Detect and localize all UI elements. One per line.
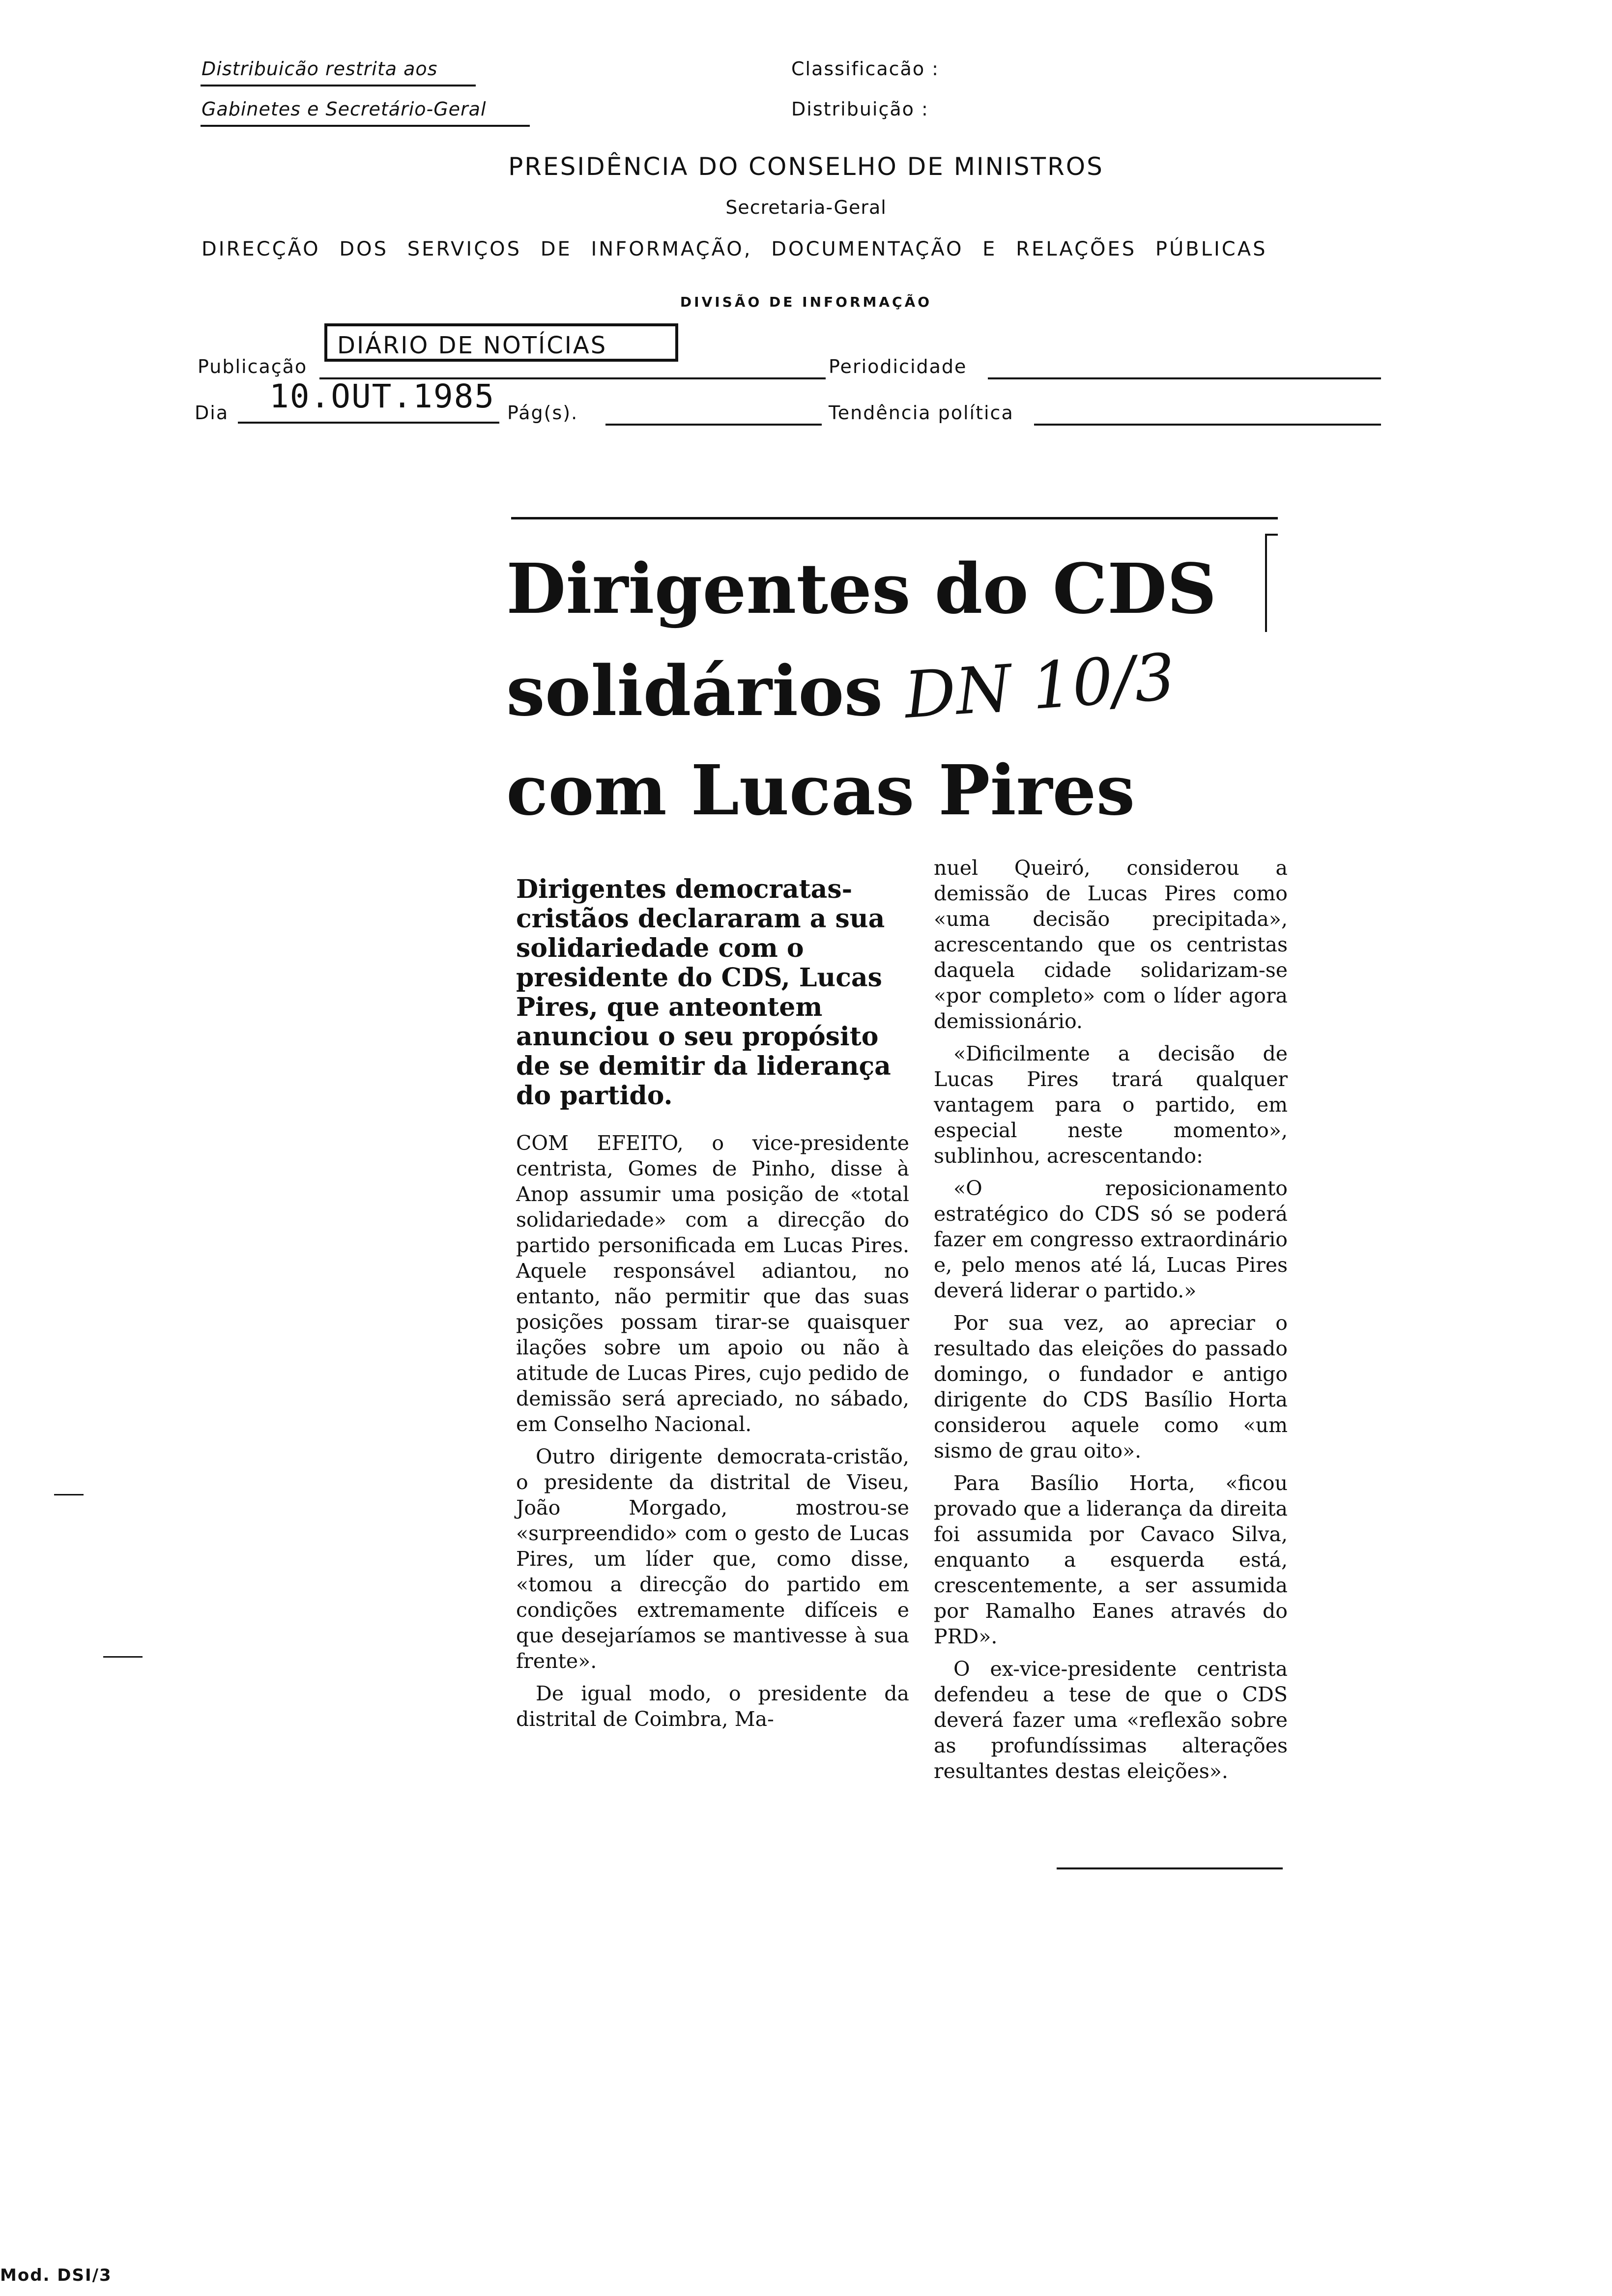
pages-underline — [605, 424, 822, 426]
article-paragraph: «O reposicionamento estratégico do CDS só se poderá fazer em congresso extraordinário e, pelo menos até lá, Lucas Pires deverá liderar o partido.» — [934, 1177, 1288, 1302]
article-paragraph: De igual modo, o presidente da distrital de Coimbra, Ma- — [516, 1682, 909, 1731]
secretariat-name: Secretaria-Geral — [725, 197, 887, 218]
division-name: DIVISÃO DE INFORMAÇÃO — [680, 294, 932, 310]
clipping-side-rule — [1265, 534, 1267, 632]
article-paragraph: nuel Queiró, considerou a demissão de Lucas Pires como «uma decisão precipitada», acrescentando que os centristas daquela cidade solidarizam-se «por completo» com o líder agora demissionário. — [934, 856, 1288, 1033]
institution-title: PRESIDÊNCIA DO CONSELHO DE MINISTROS — [508, 152, 1104, 181]
political-tendency-underline — [1034, 424, 1381, 426]
department-name: DIRECÇÃO DOS SERVIÇOS DE INFORMAÇÃO, DOCUMENTAÇÃO E RELAÇÕES PÚBLICAS — [202, 238, 1267, 260]
article-paragraph: Por sua vez, ao apreciar o resultado das eleições do passado domingo, o fundador e antigo dirigente do CDS Basílio Horta considerou aquele como «um sismo de grau oito». — [934, 1311, 1288, 1463]
article-paragraph: Para Basílio Horta, «ficou provado que a liderança da direita foi assumida por Cavaco Silva, enquanto a esquerda está, crescentemente, a ser assumida por Ramalho Eanes através do PRD». — [934, 1471, 1288, 1648]
periodicity-label: Periodicidade — [829, 356, 967, 377]
article-paragraph: «Dificilmente a decisão de Lucas Pires trará qualquer vantagem para o partido, em especial neste momento», sublinhou, acrescentando: — [934, 1042, 1288, 1168]
headline-line-3: com Lucas Pires — [506, 750, 1135, 831]
article-paragraph: O ex-vice-presidente centrista defendeu a tese de que o CDS deverá fazer uma «reflexão sobre as profundíssimas alterações resultantes destas eleições». — [934, 1657, 1288, 1783]
pages-label: Pág(s). — [507, 402, 578, 424]
date-stamp: 10.OUT.1985 — [269, 377, 495, 415]
publication-label: Publicação — [198, 356, 308, 377]
handwritten-annotation: DN 10/3 — [902, 639, 1178, 733]
distribution-label: Distribuição : — [791, 98, 929, 120]
political-tendency-label: Tendência política — [829, 402, 1014, 424]
headline-line-2: solidários — [506, 651, 883, 732]
article-paragraph: Outro dirigente democrata-cristão, o presidente da distrital de Viseu, João Morgado, mostrou-se «surpreendido» com o gesto de Lucas Pires, um líder que, como disse, «tomou a direcção do partido em condições extremamente difíceis e que desejaríamos se mantivesse à sua frente». — [516, 1445, 909, 1673]
article-column-1 — [516, 875, 909, 1739]
classification-label: Classificacão : — [791, 58, 939, 80]
distribution-underline-2 — [201, 125, 530, 127]
article-column-2 — [934, 855, 1288, 1791]
form-code: Mod. DSI/3 — [0, 2266, 112, 2285]
distribution-restriction-line2: Gabinetes e Secretário-Geral — [202, 98, 487, 120]
clipping-corner-tick — [1265, 534, 1278, 536]
scan-mark — [103, 1656, 143, 1658]
day-underline — [238, 422, 499, 424]
article-lead: Dirigentes democratas-cristãos declararam a sua solidariedade com o presidente do CDS, Lucas Pires, que anteontem anunciou o seu propósito de se demitir da liderança do partido. — [516, 874, 891, 1111]
day-label: Dia — [195, 402, 229, 424]
distribution-restriction-line1: Distribuicão restrita aos — [202, 58, 438, 80]
periodicity-underline — [988, 377, 1381, 379]
scan-mark — [54, 1494, 84, 1495]
clipping-top-rule — [511, 517, 1278, 519]
article-paragraph: COM EFEITO, o vice-presidente centrista, Gomes de Pinho, disse à Anop assumir uma posição de «total solidariedade» com a direcção do partido personificada em Lucas Pires. Aquele responsável adiantou, no entanto, não permitir que das suas posições possam tirar-se quaisquer ilações sobre um apoio ou não à atitude de Lucas Pires, cujo pedido de demissão será apreciado, no sábado, em Conselho Nacional. — [516, 1131, 909, 1436]
headline-line-1: Dirigentes do CDS — [506, 549, 1217, 630]
publication-stamp: DIÁRIO DE NOTÍCIAS — [324, 323, 678, 362]
clipping-end-rule — [1057, 1867, 1283, 1869]
distribution-underline-1 — [201, 85, 476, 86]
